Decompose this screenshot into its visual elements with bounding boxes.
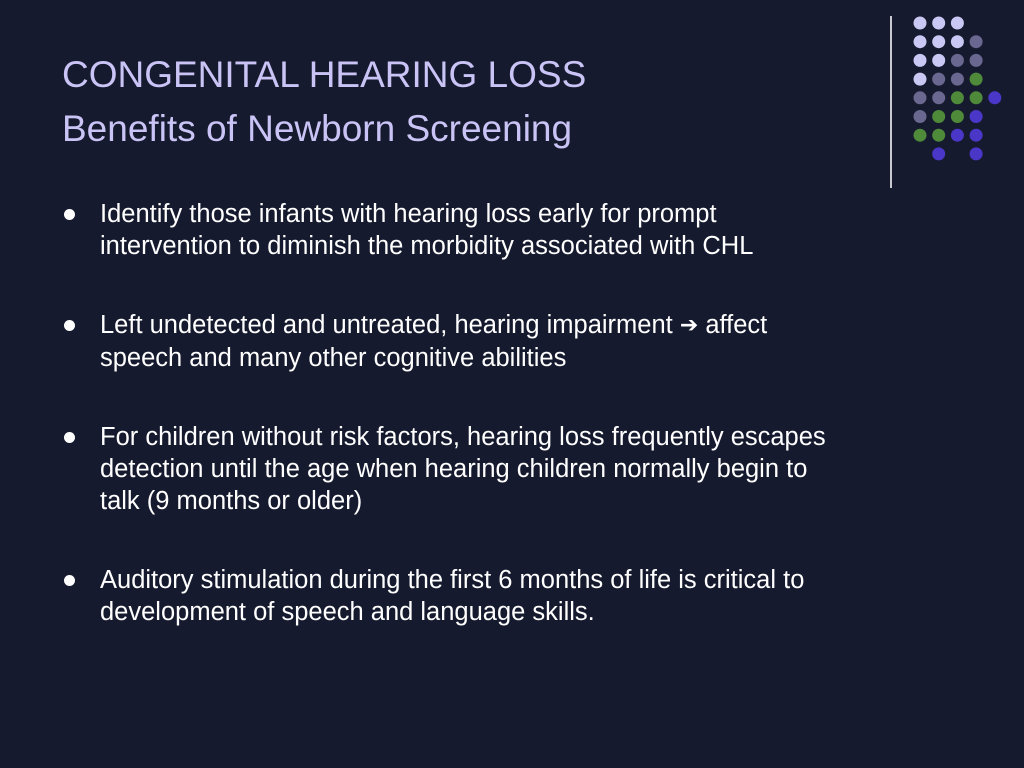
decorative-dot [951,73,964,86]
decorative-dot [914,73,927,86]
bullet-list [62,198,962,675]
decorative-dot [970,73,983,86]
decorative-dot [914,35,927,48]
bullet-item-undetected-impairment [62,309,962,374]
bullet-text-line: Auditory stimulation during the first 6 months of life is critical to [100,566,805,594]
slide-title [62,56,862,147]
decorative-dot [970,91,983,104]
decorative-dot [914,129,927,142]
decorative-dot [914,110,927,123]
bullet-icon [64,209,75,220]
bullet-text-line: speech and many other cognitive abilities [100,344,567,372]
decorative-dot [970,110,983,123]
decorative-dot [932,17,945,30]
decorative-dot [970,54,983,67]
bullet-item-risk-factors [62,421,962,517]
right-arrow-icon: ➔ [679,313,699,338]
bullet-text-line: development of speech and language skills. [100,598,595,626]
bullet-item-early-identification [62,198,962,262]
bullet-icon [64,575,75,586]
decorative-dot [988,91,1001,104]
decorative-dot [951,17,964,30]
decorative-dot [932,73,945,86]
bullet-icon [64,320,75,331]
decorative-dot [932,147,945,160]
decorative-dot [951,110,964,123]
decorative-dot [951,35,964,48]
bullet-item-auditory-stimulation [62,564,962,628]
decorative-dot [914,17,927,30]
bullet-text-segment: affect [705,311,768,339]
bullet-text-line: talk (9 months or older) [100,487,363,515]
bullet-text-line: Identify those infants with hearing loss early for prompt [100,200,717,228]
decorative-dot [970,147,983,160]
decorative-dot [932,110,945,123]
vertical-divider [890,16,892,188]
decorative-dot [951,54,964,67]
decorative-dot [914,54,927,67]
decorative-dot [951,91,964,104]
decorative-dot [932,54,945,67]
decorative-dot [970,129,983,142]
bullet-icon [64,432,75,443]
bullet-text-line: detection until the age when hearing children normally begin to [100,455,808,483]
bullet-text-line: intervention to diminish the morbidity associated with CHL [100,232,754,260]
bullet-text-segment: Left undetected and untreated, hearing impairment [100,311,673,339]
decorative-dot [914,91,927,104]
bullet-text-line: For children without risk factors, hearing loss frequently escapes [100,423,826,451]
decorative-dot [932,129,945,142]
bullet-text-line [100,309,962,342]
decorative-dot [932,35,945,48]
title-line-subtitle: Benefits of Newborn Screening [62,108,573,149]
title-line-main: CONGENITAL HEARING LOSS [62,54,587,95]
decorative-dot [970,35,983,48]
decorative-dot [932,91,945,104]
decorative-dot [951,129,964,142]
